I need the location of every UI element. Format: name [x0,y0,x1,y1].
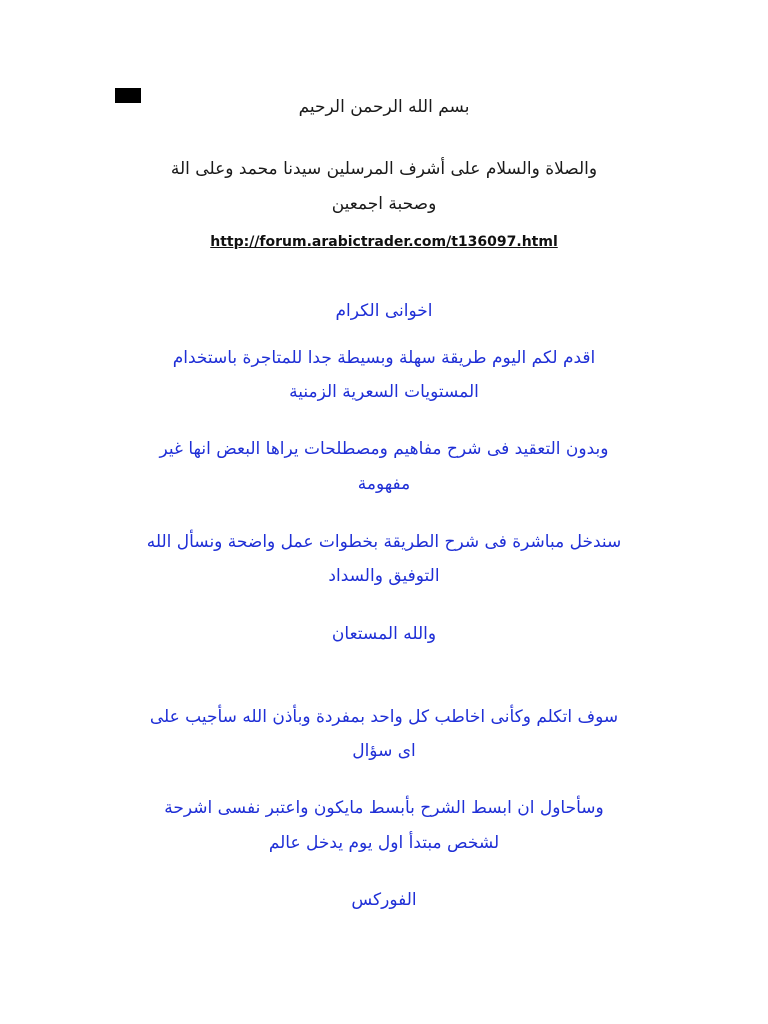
paragraph-6-line-2: لشخص مبتدأ اول يوم يدخل عالم [268,833,500,853]
paragraph-3-line-2: التوفيق والسداد [328,566,440,586]
paragraph-7-line-1: الفوركس [351,890,417,910]
paragraph-1-line-2: المستويات السعرية الزمنية [289,382,479,402]
paragraph-5-line-1: سوف اتكلم وكأنى اخاطب كل واحد بمفردة وبأذن الله سأجيب على [149,707,619,727]
salutation-line-2: وصحبة اجمعين [331,194,437,214]
paragraph-3-line-1: سندخل مباشرة فى شرح الطريقة بخطوات عمل واضحة ونسأل الله [146,532,622,552]
greeting: اخوانى الكرام [335,301,433,321]
salutation-line-1: والصلاة والسلام على أشرف المرسلين سيدنا محمد وعلى الة [170,159,598,179]
paragraph-6-line-1: وسأحاول ان ابسط الشرح بأبسط مايكون واعتبر نفسى اشرحة [164,798,604,818]
paragraph-2-line-1: وبدون التعقيد فى شرح مفاهيم ومصطلحات يراها البعض انها غير [159,439,609,459]
basmala: بسم الله الرحمن الرحيم [298,97,470,117]
paragraph-1-line-1: اقدم لكم اليوم طريقة سهلة وبسيطة جدا للمتاجرة باستخدام [172,348,596,368]
paragraph-2-line-2: مفهومة [357,474,411,494]
paragraph-5-line-2: اى سؤال [352,741,416,761]
forum-link[interactable]: http://forum.arabictrader.com/t136097.html [210,234,558,250]
paragraph-4-line-1: والله المستعان [331,624,437,644]
